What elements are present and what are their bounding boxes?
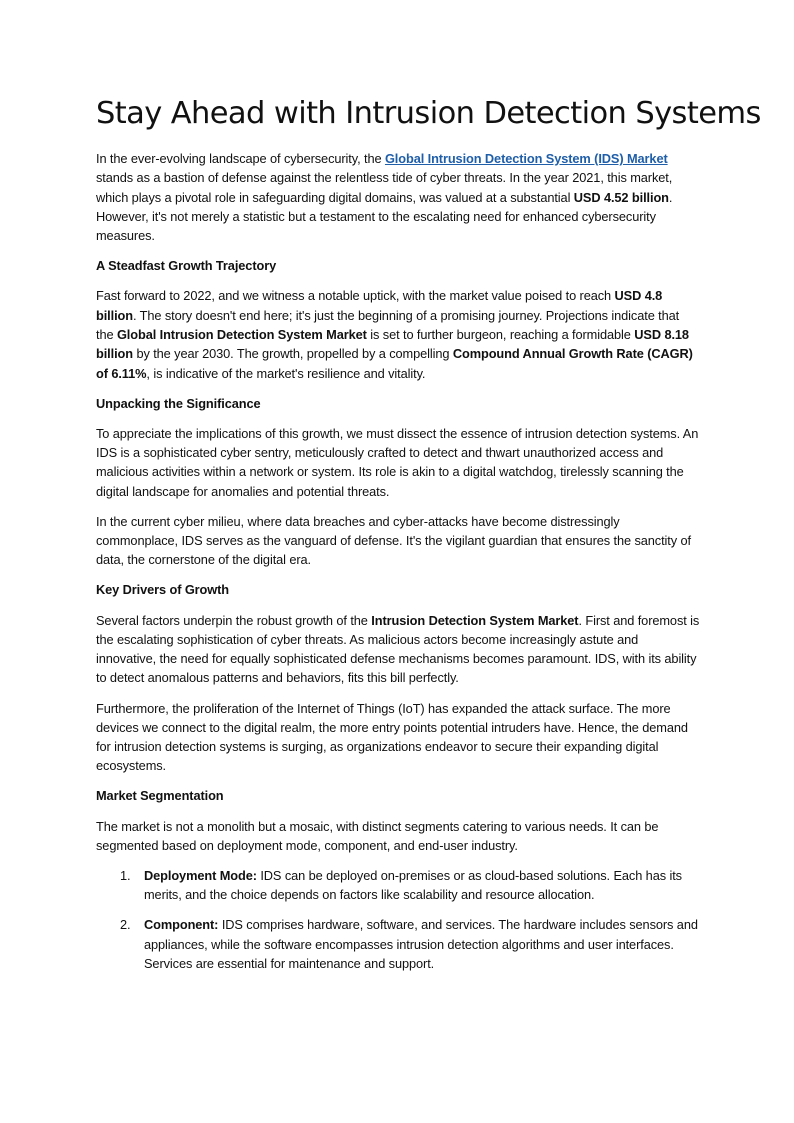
intro-paragraph: In the ever-evolving landscape of cybersecurity, the Global Intrusion Detection System (IDS) Market stands as a bastion of defense against the relentless tide of cyber threats. In the year 2021, this market, which plays a pivotal role in safeguarding digital domains, was valued at a substantial USD 4.52 billion. However, it's not merely a statistic but a testament to the escalating need for enhanced cybersecurity measures. — [96, 151, 673, 244]
drivers-paragraph-1: Several factors underpin the robust growth of the Intrusion Detection System Market. First and foremost is the escalating sophistication of cyber threats. As malicious actors become increasingly astute and innovative, the need for equally sophisticated defense mechanisms becomes paramount. IDS, with its ability to detect anomalous patterns and behaviors, fits this bill perfectly. — [96, 612, 700, 686]
growth-paragraph: Fast forward to 2022, and we witness a notable uptick, with the market value poised to reach USD 4.8 billion. The story doesn't end here; it's just the beginning of a promising journey. Projections indicate that the Global Intrusion Detection System Market is set to further burgeon, reaching a formidable USD 8.18 billion by the year 2030. The growth, propelled by a compelling Compound Annual Growth Rate (CAGR) of 6.11%, is indicative of the market's resilience and vitality. — [96, 288, 693, 381]
list-item: 2. Component: IDS comprises hardware, software, and services. The hardware includes sensors and appliances, while the software encompasses intrusion detection algorithms and user interfaces. Services are essential for maintenance and support. — [120, 917, 698, 971]
drivers-paragraph-2: Furthermore, the proliferation of the Internet of Things (IoT) has expanded the attack surface. The more devices we connect to the digital realm, the more entry points potential intruders have. Hence, the demand for intrusion detection systems is surging, as organizations endeavor to secure their expanding digital ecosystems. — [96, 700, 688, 774]
drivers-heading: Key Drivers of Growth — [96, 582, 230, 598]
page-title: Stay Ahead with Intrusion Detection Systems — [96, 96, 761, 131]
significance-heading: Unpacking the Significance — [96, 395, 261, 411]
significance-paragraph-2: In the current cyber milieu, where data breaches and cyber-attacks have become distressingly commonplace, IDS serves as the vanguard of defense. It's the vigilant guardian that ensures the sanctity of data, the cornerstone of the digital era. — [96, 513, 691, 568]
growth-heading: A Steadfast Growth Trajectory — [96, 258, 277, 274]
significance-paragraph-1: To appreciate the implications of this growth, we must dissect the essence of intrusion detection systems. An IDS is a sophisticated cyber sentry, meticulously crafted to detect and thwart unauthorized access and malicious activities within a network or system. Its role is akin to a digital watchdog, tirelessly scanning the digital landscape for anomalies and potential threats. — [96, 425, 699, 499]
article-body — [96, 149, 700, 984]
segmentation-list — [96, 866, 700, 973]
list-item: 1. Deployment Mode: IDS can be deployed on-premises or as cloud-based solutions. Each has its merits, and the choice depends on factors like scalability and resource allocation. — [120, 867, 682, 903]
segmentation-heading: Market Segmentation — [96, 788, 224, 804]
market-link[interactable]: Global Intrusion Detection System (IDS) Market — [384, 151, 668, 166]
segmentation-paragraph: The market is not a monolith but a mosaic, with distinct segments catering to various needs. It can be segmented based on deployment mode, component, and end-user industry. — [96, 818, 659, 853]
